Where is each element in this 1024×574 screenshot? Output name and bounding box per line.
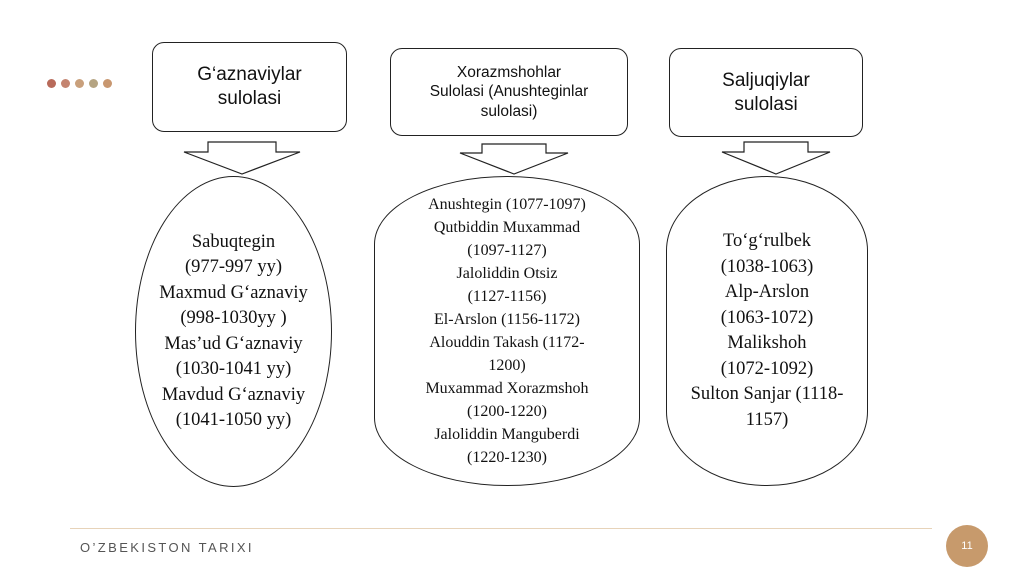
list-item: Alp-Arslon [724, 282, 810, 302]
dot-5 [103, 79, 112, 88]
list-item: (977-997 yy) [184, 257, 283, 277]
decorative-dots [47, 79, 112, 88]
down-arrow-2-icon [459, 143, 569, 175]
footer-title: O’ZBEKISTON TARIXI [80, 540, 254, 555]
list-item: (1038-1063) [720, 256, 814, 277]
list-item: Alouddin Takash (1172- 1200) [429, 334, 585, 374]
list-item: (1072-1092) [720, 358, 814, 379]
list-item: To‘g‘rulbek [722, 231, 812, 251]
list-item: Malikshoh [727, 333, 807, 353]
rulers-list-gaznaviylar [159, 230, 307, 434]
oval-saljuqiylar [666, 176, 868, 486]
list-item: (1030-1041 yy) [175, 359, 292, 379]
page-number-badge: 11 [946, 525, 988, 567]
footer-divider [70, 528, 932, 529]
oval-gaznaviylar [135, 176, 332, 487]
list-item: (1041-1050 yy) [175, 410, 292, 430]
list-item: Jaloliddin Manguberdi [434, 426, 580, 443]
header-box-gaznaviylar [152, 42, 347, 132]
list-item: (1097-1127) [467, 242, 547, 259]
header-box-xorazmshohlar [390, 48, 628, 136]
list-item: Anushtegin (1077-1097) [428, 196, 586, 213]
header-saljuqiylar: Saljuqiylar sulolasi [722, 69, 810, 115]
list-item: Qutbiddin Muxammad [433, 219, 581, 236]
header-box-saljuqiylar [669, 48, 863, 137]
dot-2 [61, 79, 70, 88]
down-arrow-3-icon [721, 141, 831, 175]
list-item: Mas’ud G‘aznaviy [164, 333, 303, 354]
list-item: Mavdud G‘aznaviy [161, 384, 306, 405]
dot-4 [89, 79, 98, 88]
dot-1 [47, 79, 56, 88]
list-item: (998-1030yy ) [180, 308, 287, 328]
list-item: (1127-1156) [467, 288, 547, 305]
rulers-list-xorazmshohlar [425, 193, 588, 469]
down-arrow-1-icon [183, 141, 301, 175]
list-item: Sulton Sanjar (1118- 1157) [690, 384, 844, 430]
list-item: El-Arslon (1156-1172) [434, 311, 580, 328]
list-item: (1220-1230) [467, 449, 547, 466]
rulers-list-saljuqiylar [691, 229, 844, 433]
list-item: Muxammad Xorazmshoh [425, 380, 589, 397]
list-item: Jaloliddin Otsiz [456, 265, 558, 282]
list-item: Maxmud G‘aznaviy [159, 282, 308, 303]
oval-xorazmshohlar [374, 176, 640, 486]
header-gaznaviylar: G‘aznaviylar sulolasi [197, 64, 302, 109]
dot-3 [75, 79, 84, 88]
list-item: (1063-1072) [720, 307, 814, 328]
header-xorazmshohlar: Xorazmshohlar Sulolasi (Anushteginlar sulolasi) [429, 63, 589, 120]
list-item: (1200-1220) [467, 403, 547, 420]
list-item: Sabuqtegin [191, 231, 276, 252]
